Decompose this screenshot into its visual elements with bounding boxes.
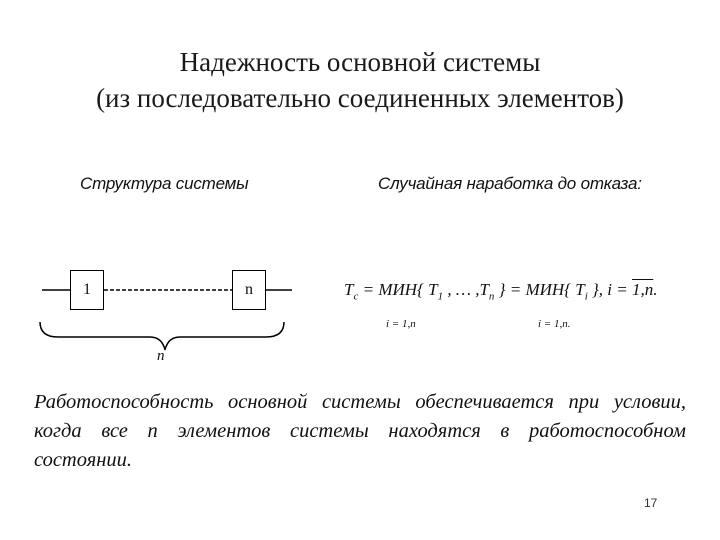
element-block-n: n (232, 270, 266, 310)
formula-tn-sub: n (488, 290, 495, 303)
formula-c-sub: c (353, 290, 359, 303)
failure-time-formula (344, 280, 658, 302)
structure-header: Структура системы (80, 174, 249, 193)
slide-title-line-2: (из последовательно соединенных элементов) (96, 83, 624, 113)
formula-range: 1,n (632, 280, 654, 299)
random-time-header: Случайная наработка до отказа: (378, 174, 642, 193)
page-number: 17 (644, 496, 658, 510)
formula-tn: T (479, 280, 489, 299)
index-range-2: i = 1,n. (538, 318, 571, 330)
formula-ti-sub: i (584, 290, 588, 303)
curly-brace (40, 322, 284, 350)
formula-close: }, i = (587, 280, 632, 299)
formula-close-eq-min: } = МИН{ (494, 280, 576, 299)
formula-t1: T (428, 280, 438, 299)
formula-ti: T (575, 280, 585, 299)
formula-t: T (344, 280, 354, 299)
brace-count-label: n (157, 348, 165, 364)
formula-eq-min: = МИН{ (358, 280, 429, 299)
index-range-1: i = 1,n (386, 318, 416, 330)
element-block-1: 1 (70, 270, 104, 310)
conclusion-paragraph: Работоспособность основной системы обеспечивается при условии, когда все n элементов системы находятся в работоспособном состоянии. (34, 391, 686, 471)
formula-t1-sub: 1 (437, 290, 444, 303)
formula-end: . (653, 280, 658, 299)
formula-sep: , … , (443, 280, 480, 299)
slide-title-line-1: Надежность основной системы (179, 47, 541, 77)
